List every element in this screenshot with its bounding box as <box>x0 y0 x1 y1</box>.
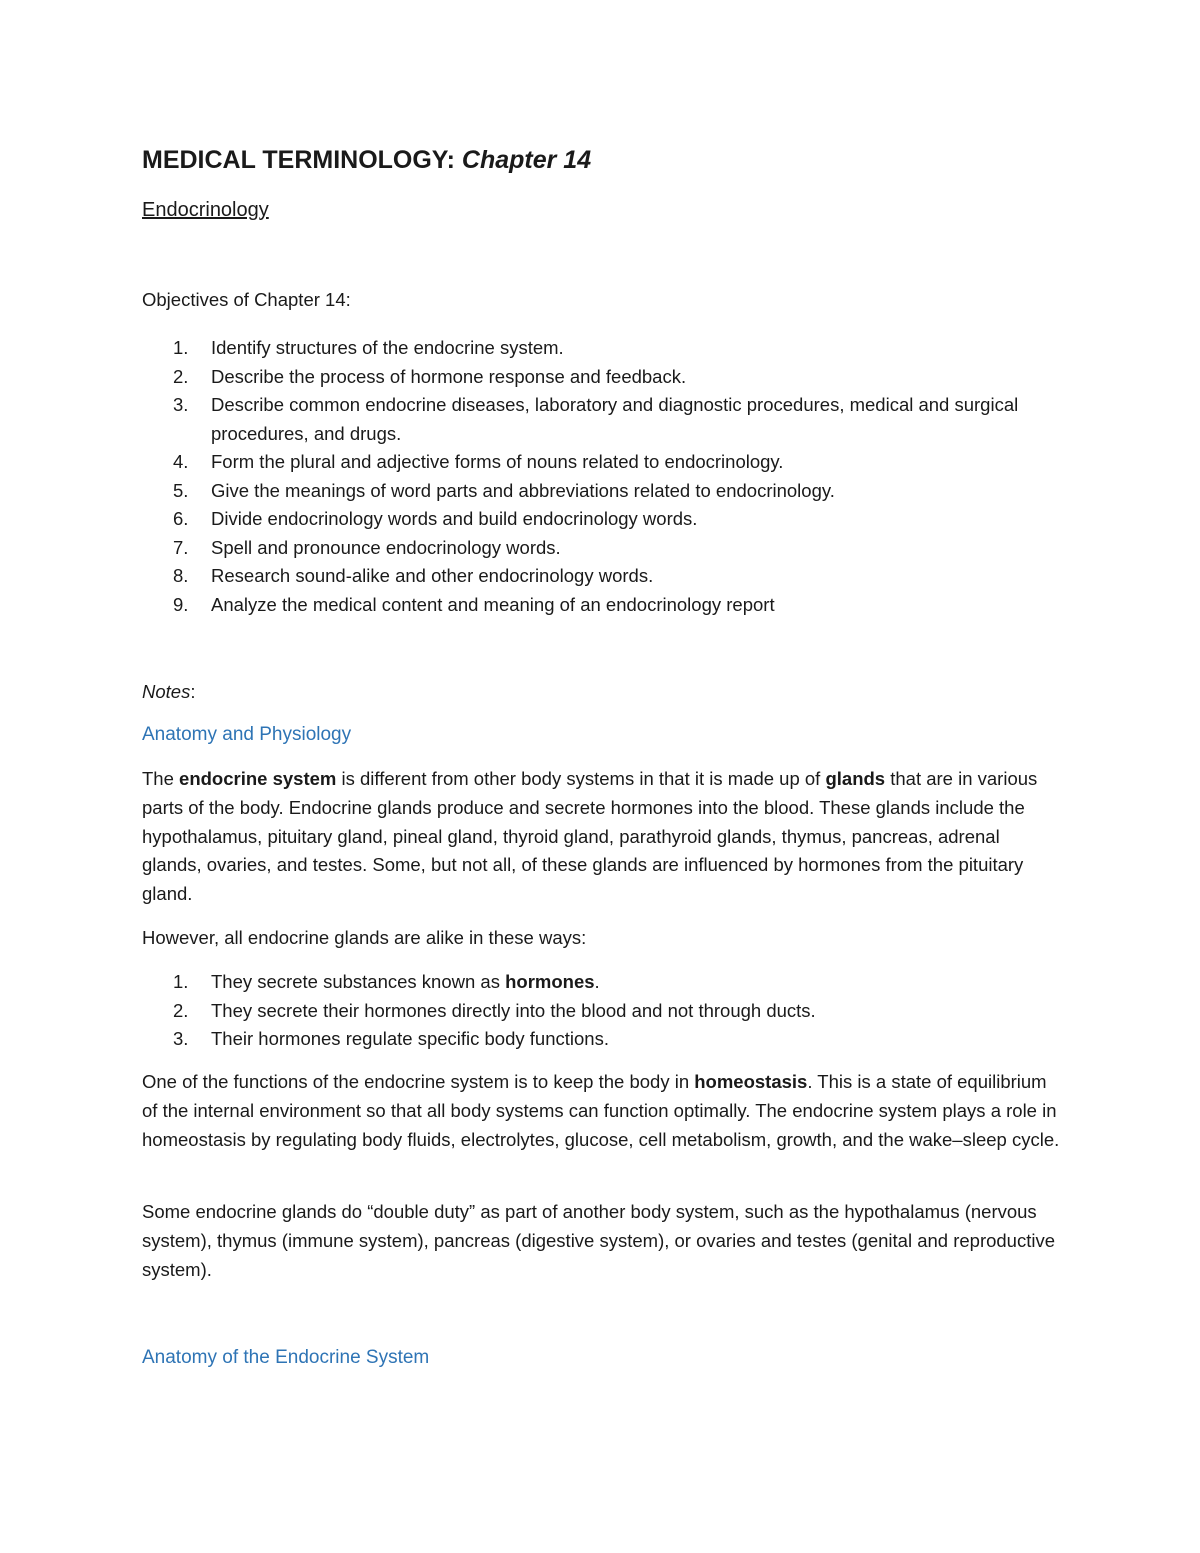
list-item <box>142 363 1042 392</box>
list-item <box>142 448 1042 477</box>
document-subtitle: Endocrinology <box>142 199 269 221</box>
notes-label-text: Notes <box>142 681 191 702</box>
list-item-text: They secrete substances known as <box>211 971 506 992</box>
list-item-text: . <box>594 971 600 992</box>
list-number: 1. <box>173 337 189 358</box>
bold-term: hormones <box>505 971 595 992</box>
list-number: 2. <box>173 999 189 1021</box>
list-item <box>142 505 1042 534</box>
list-number: 9. <box>173 593 189 615</box>
ways-list <box>142 968 1042 1054</box>
paragraph-text: . This is a state of equilibrium of the internal environment so that all body systems can function optimally. The endocrine system plays a role in homeostasis by regulating body fluids, electrolytes, glucose, cell metabolism, growth, and the wake–sleep cycle. <box>142 1071 1060 1150</box>
list-number: 6. <box>173 508 189 529</box>
title-bold: MEDICAL TERMINOLOGY: <box>142 146 455 174</box>
section-heading-anatomy-physiology: Anatomy and Physiology <box>142 724 352 745</box>
list-item <box>142 534 1042 563</box>
bold-term: endocrine system <box>179 768 337 789</box>
list-item-text: Spell and pronounce endocrinology words. <box>211 536 561 558</box>
list-item <box>142 591 1042 620</box>
list-item <box>142 562 1042 591</box>
paragraph-alike: However, all endocrine glands are alike in these ways: <box>142 927 587 948</box>
list-item-text: Give the meanings of word parts and abbreviations related to endocrinology. <box>211 479 835 501</box>
list-number: 5. <box>173 479 189 501</box>
paragraph-homeostasis <box>142 1068 1060 1154</box>
paragraph-double-duty: Some endocrine glands do “double duty” as part of another body system, such as the hypothalamus (nervous system), thymus (immune system), pancreas (digestive system), or ovaries and testes (genital and reproductive system). <box>142 1201 1056 1280</box>
section-heading-anatomy-endocrine: Anatomy of the Endocrine System <box>142 1347 430 1368</box>
notes-label-colon: : <box>190 681 196 702</box>
list-number: 1. <box>173 971 189 992</box>
list-item-text: Describe common endocrine diseases, laboratory and diagnostic procedures, medical and surgical procedures, and drugs. <box>211 394 1019 444</box>
list-item <box>142 968 1042 997</box>
list-item <box>142 334 1042 363</box>
list-item-text: Identify structures of the endocrine system. <box>211 337 564 358</box>
objectives-list <box>142 334 1042 619</box>
paragraph-endocrine-system <box>142 765 1060 909</box>
title-italic: Chapter 14 <box>461 146 592 174</box>
list-number: 4. <box>173 451 189 472</box>
paragraph-text: The <box>142 768 180 789</box>
bold-term: glands <box>825 768 886 789</box>
bold-term: homeostasis <box>694 1071 808 1092</box>
list-item <box>142 477 1042 506</box>
list-number: 2. <box>173 365 189 387</box>
list-number: 3. <box>173 394 189 415</box>
paragraph-text: One of the functions of the endocrine system is to keep the body in <box>142 1071 695 1092</box>
list-item-text: They secrete their hormones directly into the blood and not through ducts. <box>211 999 816 1021</box>
list-item-text: Analyze the medical content and meaning of an endocrinology report <box>211 593 775 615</box>
document-title <box>142 144 591 176</box>
list-number: 7. <box>173 536 189 558</box>
list-item-text: Describe the process of hormone response and feedback. <box>211 365 687 387</box>
list-item-text: Their hormones regulate specific body functions. <box>211 1028 609 1049</box>
list-item <box>142 1025 1042 1054</box>
notes-label <box>142 678 195 707</box>
paragraph-text: that are in various parts of the body. Endocrine glands produce and secrete hormones into the blood. These glands include the hypothalamus, pituitary gland, pineal gland, thyroid gland, parathyroid glands, thymus, pancreas, adrenal glands, ovaries, and testes. Some, but not all, of these glands are influenced by hormones from the pituitary gland. <box>142 768 1038 905</box>
list-number: 8. <box>173 565 189 586</box>
list-item-text: Divide endocrinology words and build endocrinology words. <box>211 508 698 529</box>
list-item-text: Research sound-alike and other endocrinology words. <box>211 565 654 586</box>
paragraph-text: is different from other body systems in that it is made up of <box>336 768 826 789</box>
list-item <box>142 391 1042 448</box>
list-number: 3. <box>173 1028 189 1049</box>
list-item-text: Form the plural and adjective forms of nouns related to endocrinology. <box>211 451 784 472</box>
list-item <box>142 997 1042 1026</box>
objectives-label: Objectives of Chapter 14: <box>142 289 351 310</box>
